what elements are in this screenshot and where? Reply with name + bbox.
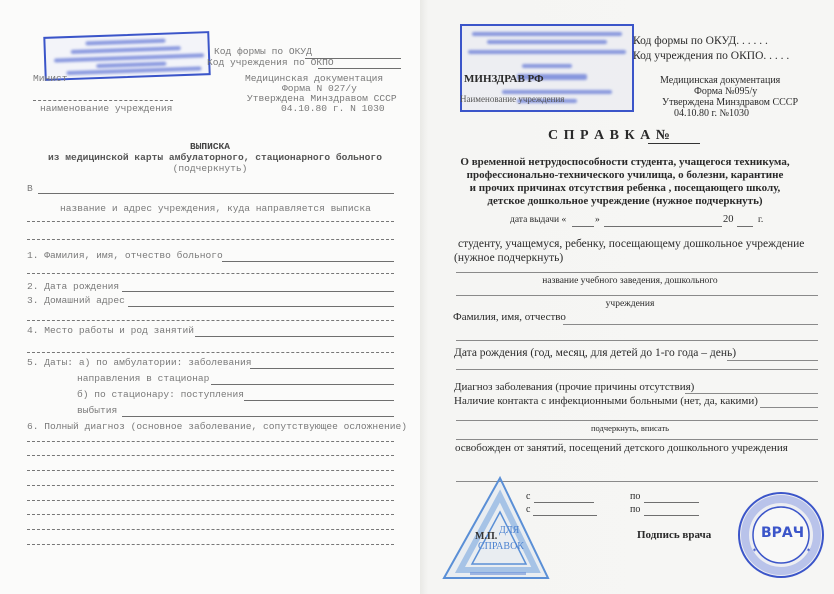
triangle-stamp-line1: ДЛЯ	[499, 525, 520, 536]
svg-text:✶: ✶	[752, 548, 758, 554]
birth-field[interactable]	[727, 360, 818, 361]
to-field-2[interactable]	[644, 515, 699, 516]
diagnosis-line-1[interactable]	[27, 441, 394, 442]
field-dates-outpatient-label: 5. Даты: а) по амбулатории: заболевания	[27, 357, 252, 368]
field-work-label: 4. Место работы и род занятий	[27, 325, 194, 336]
form-095-page	[420, 0, 834, 594]
diagnosis-line-7[interactable]	[27, 529, 394, 530]
discharge-field[interactable]	[122, 416, 394, 417]
certificate-desc-4: детское дошкольное учреждение (нужное подчеркнуть)	[487, 195, 763, 207]
document-title: ВЫПИСКА	[190, 141, 230, 152]
doc-type: Медицинская документация	[245, 73, 384, 84]
institution-caption: наименование учреждения	[40, 103, 173, 114]
from-label-2: с	[526, 504, 531, 515]
issue-date-label: дата выдачи «	[510, 215, 567, 225]
diagnosis-line-8[interactable]	[27, 544, 394, 545]
to-label-1: по	[630, 491, 641, 502]
from-field-1[interactable]	[534, 502, 594, 503]
recipient-line-1: студенту, учащемуся, ребенку, посещающему дошкольное учреждение	[458, 238, 805, 250]
work-field-line2[interactable]	[27, 352, 394, 353]
contact-field[interactable]	[760, 407, 818, 408]
diagnosis-label: Диагноз заболевания (прочие причины отсутствия)	[454, 381, 695, 393]
contact-label: Наличие контакта с инфекционными больными (нет, да, какими)	[454, 395, 758, 407]
patient-name-field[interactable]	[222, 261, 394, 262]
issue-year-suffix: г.	[758, 215, 764, 225]
institution-caption: Наименование учреждения	[460, 94, 565, 104]
patient-name-field-line2[interactable]	[27, 273, 394, 274]
from-field-2[interactable]	[533, 515, 597, 516]
certificate-desc-1: О временной нетрудоспособности студента, учащегося техникума,	[460, 156, 790, 168]
contact-field-line2[interactable]	[456, 420, 818, 421]
to-label-2: по	[630, 504, 641, 515]
issue-day-field[interactable]	[572, 226, 594, 227]
approved: Утверждена Минздравом СССР	[247, 93, 397, 104]
certificate-number-field[interactable]	[648, 143, 700, 144]
work-field[interactable]	[195, 336, 394, 337]
institution-stamp	[43, 31, 210, 81]
school-field[interactable]	[456, 272, 818, 273]
birthdate-field[interactable]	[122, 291, 394, 292]
to-field-line2[interactable]	[27, 221, 394, 222]
address-field[interactable]	[128, 306, 394, 307]
name-field[interactable]	[563, 324, 818, 325]
okud-label: Код формы по ОКУД	[214, 46, 312, 57]
svg-text:✶: ✶	[806, 548, 812, 554]
name-field-line2[interactable]	[456, 340, 818, 341]
birth-label: Дата рождения (год, месяц, для детей до 1-го года – день)	[454, 347, 737, 359]
field-admission-label: б) по стационару: поступления	[77, 389, 244, 400]
birth-field-line2[interactable]	[456, 369, 818, 370]
issue-year: 20	[723, 214, 734, 225]
triangle-stamp	[440, 474, 550, 584]
school-field-line2[interactable]	[456, 295, 818, 296]
okud-label: Код формы по ОКУД. . . . . .	[633, 35, 768, 47]
referral-field[interactable]	[211, 384, 394, 385]
approved-date: 04.10.80 г. N 1030	[281, 103, 385, 114]
diagnosis-line-3[interactable]	[27, 470, 394, 471]
ministry-name: МИНЗДРАВ РФ	[464, 73, 544, 85]
certificate-desc-3: и прочих причинах отсутствия ребенка , посещающего школу,	[469, 182, 781, 194]
to-label: В	[27, 183, 33, 194]
underline-note: (подчеркнуть)	[172, 163, 248, 174]
diagnosis-field[interactable]	[685, 393, 818, 394]
issue-date-mid: »	[595, 215, 600, 225]
field-birthdate-label: 2. Дата рождения	[27, 281, 120, 292]
from-label-1: с	[526, 491, 531, 502]
round-stamp-text: ВРАЧ	[761, 525, 805, 541]
ministry-prefix: Минист	[33, 73, 68, 84]
field-address-label: 3. Домашний адрес	[27, 295, 125, 306]
recipient-line-2: (нужное подчеркнуть)	[454, 252, 564, 264]
school-caption-1: название учебного заведения, дошкольного	[542, 276, 718, 286]
okpo-field[interactable]	[318, 68, 401, 69]
doc-type: Медицинская документация	[660, 75, 781, 86]
issue-year-field[interactable]	[737, 226, 753, 227]
certificate-title: С П Р А В К А №	[548, 128, 671, 143]
diagnosis-line-2[interactable]	[27, 455, 394, 456]
admission-field[interactable]	[244, 400, 394, 401]
approved: Утверждена Минздравом СССР	[662, 97, 799, 108]
document-subtitle: из медицинской карты амбулаторного, стационарного больного	[48, 152, 382, 163]
dates-outpatient-field[interactable]	[250, 368, 394, 369]
diagnosis-line-5[interactable]	[27, 500, 394, 501]
contact-caption: подчеркнуть, вписать	[590, 423, 670, 433]
field-discharge-label: выбытия	[77, 405, 118, 416]
approved-date: 04.10.80 г. №1030	[674, 108, 750, 119]
school-caption-2: учреждения	[605, 299, 655, 309]
diagnosis-line-6[interactable]	[27, 514, 394, 515]
name-label: Фамилия, имя, отчество	[453, 311, 566, 323]
exempt-label: освобожден от занятий, посещений детского дошкольного учреждения	[455, 442, 788, 454]
field-referral-label: направления в стационар	[77, 373, 210, 384]
issue-month-field[interactable]	[604, 226, 722, 227]
okpo-label: Код учреждения по ОКПО	[207, 57, 334, 68]
to-field-line3[interactable]	[27, 239, 394, 240]
address-field-line2[interactable]	[27, 320, 394, 321]
triangle-stamp-line2: СПРАВОК	[478, 541, 524, 552]
to-field-1[interactable]	[644, 502, 699, 503]
field-patient-name-label: 1. Фамилия, имя, отчество больного	[27, 250, 223, 261]
signature-label: Подпись врача	[637, 529, 712, 541]
to-caption: название и адрес учреждения, куда направляется выписка	[60, 203, 371, 214]
stamp-mp-label: М.П.	[475, 531, 498, 542]
okpo-label: Код учреждения по ОКПО. . . . .	[633, 50, 790, 62]
diagnosis-line-4[interactable]	[27, 485, 394, 486]
certificate-desc-2: профессионально-технического училища, о болезни, карантине	[466, 169, 784, 181]
form-number: Форма №095/у	[694, 86, 758, 97]
field-diagnosis-label: 6. Полный диагноз (основное заболевание, сопутствующее осложнение)	[27, 421, 407, 432]
form-number: Форма N 027/у	[282, 83, 357, 94]
to-field[interactable]	[38, 193, 394, 194]
institution-field[interactable]	[33, 100, 173, 101]
exempt-field-top[interactable]	[456, 439, 818, 440]
